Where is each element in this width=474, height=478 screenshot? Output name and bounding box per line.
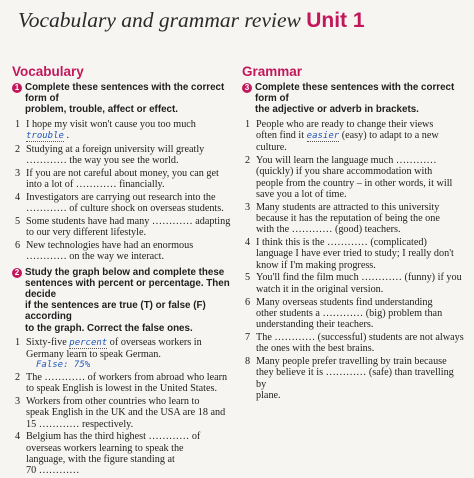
grammar-heading: Grammar [242,64,303,79]
handwritten-answer: percent [69,337,108,348]
list-item [12,168,234,191]
handwritten-answer: easier [306,130,340,141]
item-number: 3 [15,396,21,408]
item-text: . [63,129,70,141]
list-item [12,192,234,215]
list-item [242,237,464,271]
item-number: 4 [15,191,21,203]
item-text: Investigators are carrying out research into the ………… of culture shock on overseas students. [26,191,224,215]
item-text: You will learn the language much ………… (quickly) if you share accommodation with people from the country – in other words, it will save you a lot of time. [256,155,453,200]
task-3-items [242,119,464,402]
item-number: 8 [245,356,251,368]
item-text: Many students are attracted to this university because it has the reputation of being the one with the ………… (good) teachers. [256,201,440,236]
list-item [242,297,464,331]
item-text: of overseas workers in Germany learn to speak German. [26,336,202,361]
vocabulary-heading: Vocabulary [12,64,84,79]
item-number: 4 [245,237,251,249]
item-number: 6 [15,240,21,252]
task-number-badge: 1 [12,83,22,93]
list-item [12,119,234,143]
page-title [18,8,468,33]
list-item [242,202,464,236]
item-number: 3 [15,167,21,179]
list-item [12,337,234,371]
list-item [12,372,234,395]
task-2-items [12,337,234,477]
item-text: The ………… (successful) students are not always the ones with the best brains. [256,331,464,355]
item-text: You'll find the film much ………… (funny) if you watch it in the original version. [256,272,462,295]
list-item [242,356,464,401]
item-text: Sixty-five [26,336,70,348]
item-text: Studying at a foreign university will greatly ………… the way you see the world. [26,143,205,166]
grammar-column [242,64,464,403]
item-text: (easy) to adapt to a new culture. [256,129,439,154]
task-3 [242,82,464,116]
list-item [242,119,464,154]
item-number: 5 [15,215,21,227]
task-instruction: Complete these sentences with the correct form of problem, trouble, affect or effect. [25,82,225,116]
item-text: Some students have had many ………… adapting to our very different lifestyle. [26,215,231,239]
list-item [242,272,464,295]
list-item [242,155,464,200]
item-number: 1 [15,118,21,130]
list-item [12,240,234,263]
handwritten-answer: trouble [26,130,64,141]
list-item [12,144,234,167]
item-text: Workers from other countries who learn to speak English in the UK and the USA are 18 and 15 ………… respectively. [26,396,226,430]
unit-label: Unit 1 [306,9,365,32]
item-text: Belgium has the third highest ………… of overseas workers learning to speak the language, with the figure standing at 70 ………… [26,431,201,477]
item-number: 6 [245,296,251,308]
task-1-items [12,119,234,263]
item-number: 1 [15,336,21,348]
task-number-badge: 3 [242,83,252,93]
item-text: The ………… of workers from abroad who learn to speak English is lowest in the United States. [26,371,228,395]
item-number: 3 [245,201,251,213]
task-2 [12,267,234,334]
item-number: 7 [245,331,251,343]
list-item [12,431,234,476]
item-text: Many overseas students find understanding other students a ………… (big) problem than understanding their teachers. [256,296,443,331]
task-instruction: Complete these sentences with the correct form of the adjective or adverb in brackets. [255,82,455,116]
list-item [12,396,234,430]
item-number: 2 [15,371,21,383]
item-number: 5 [245,272,251,284]
list-item [12,216,234,239]
item-text: New technologies have had an enormous ………… on the way we interact. [26,240,194,263]
item-text: If you are not careful about money, you can get into a lot of ………… financially. [26,167,219,191]
handwritten-correction: False: 75% [36,360,91,371]
item-number: 4 [15,431,21,443]
item-text: Many people prefer travelling by train because they believe it is ………… (safe) than travelling by plane. [256,356,454,401]
item-number: 2 [15,143,21,155]
item-number: 1 [245,118,251,130]
item-text: I think this is the ………… (complicated) language I have ever tried to study; I really don't know if I'm making progress. [256,237,454,271]
title-text: Vocabulary and grammar review [18,8,301,32]
vocabulary-column [12,64,234,478]
task-number-badge: 2 [12,268,22,278]
list-item [242,332,464,355]
task-1 [12,82,234,116]
task-instruction: Study the graph below and complete these sentences with percent or percentage. Then decide if the sentences are true (T) or false (F) according to the graph. Correct the false ones. [25,266,230,334]
item-text: People who are ready to change their views often find it [256,118,434,141]
item-text: I hope my visit won't cause you too much [26,118,196,130]
item-number: 2 [245,155,251,166]
